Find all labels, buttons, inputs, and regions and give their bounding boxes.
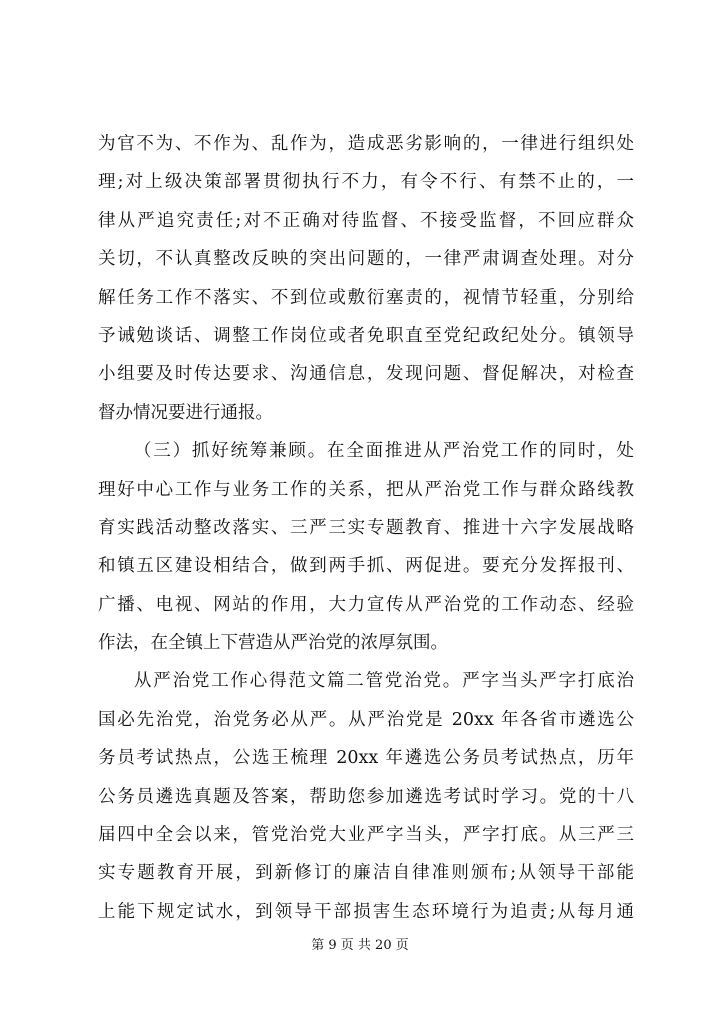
text-line: 从严治党工作心得范文篇二管党治党。严字当头严字打底治: [134, 671, 634, 692]
text-line: 国必先治党，治党务必从严。从严治党是 20xx 年各省市遴选公: [98, 709, 634, 730]
paragraph-2: [98, 432, 634, 662]
text-line: 实专题教育开展，到新修订的廉洁自律准则颁布;从领导干部能: [98, 863, 634, 884]
text-line: 理;对上级决策部署贯彻执行不力，有令不行、有禁不止的，一: [98, 172, 634, 193]
text-line: 小组要及时传达要求、沟通信息，发现问题、督促解决，对检查: [98, 364, 634, 385]
text-line: 为官不为、不作为、乱作为，造成恶劣影响的，一律进行组织处: [98, 134, 634, 154]
text-line: 予诫勉谈话、调整工作岗位或者免职直至党纪政纪处分。镇领导: [98, 325, 634, 346]
text-line: （三）抓好统筹兼顾。在全面推进从严治党工作的同时，处: [134, 441, 634, 462]
text-line: 和镇五区建设相结合，做到两手抓、两促进。要充分发挥报刊、: [98, 556, 634, 577]
page-footer: 第 9 页 共 20 页: [311, 938, 409, 953]
text-line: 律从严追究责任;对不正确对待监督、不接受监督，不回应群众: [98, 210, 634, 231]
text-line: 上能下规定试水，到领导干部损害生态环境行为追责;从每月通: [98, 901, 634, 922]
text-line: 育实践活动整改落实、三严三实专题教育、推进十六字发展战略: [98, 517, 634, 538]
text-line: 理好中心工作与业务工作的关系，把从严治党工作与群众路线教: [98, 479, 634, 500]
text-line: 作法，在全镇上下营造从严治党的浓厚氛围。: [98, 633, 448, 654]
text-line: 广播、电视、网站的作用，大力宣传从严治党的工作动态、经验: [98, 594, 634, 615]
text-line: 务员考试热点，公选王梳理 20xx 年遴选公务员考试热点，历年: [98, 748, 634, 769]
paragraph-1: [98, 125, 634, 432]
text-line: 届四中全会以来，管党治党大业严字当头，严字打底。从三严三: [98, 825, 634, 846]
text-line: 公务员遴选真题及答案，帮助您参加遴选考试时学习。党的十八: [98, 786, 634, 807]
text-line: 关切，不认真整改反映的突出问题的，一律严肃调查处理。对分: [98, 249, 634, 270]
document-body: [98, 125, 634, 931]
paragraph-3: [98, 662, 634, 931]
text-line: 督办情况要进行通报。: [98, 402, 273, 423]
text-line: 解任务工作不落实、不到位或敷衍塞责的，视情节轻重，分别给: [98, 287, 634, 308]
